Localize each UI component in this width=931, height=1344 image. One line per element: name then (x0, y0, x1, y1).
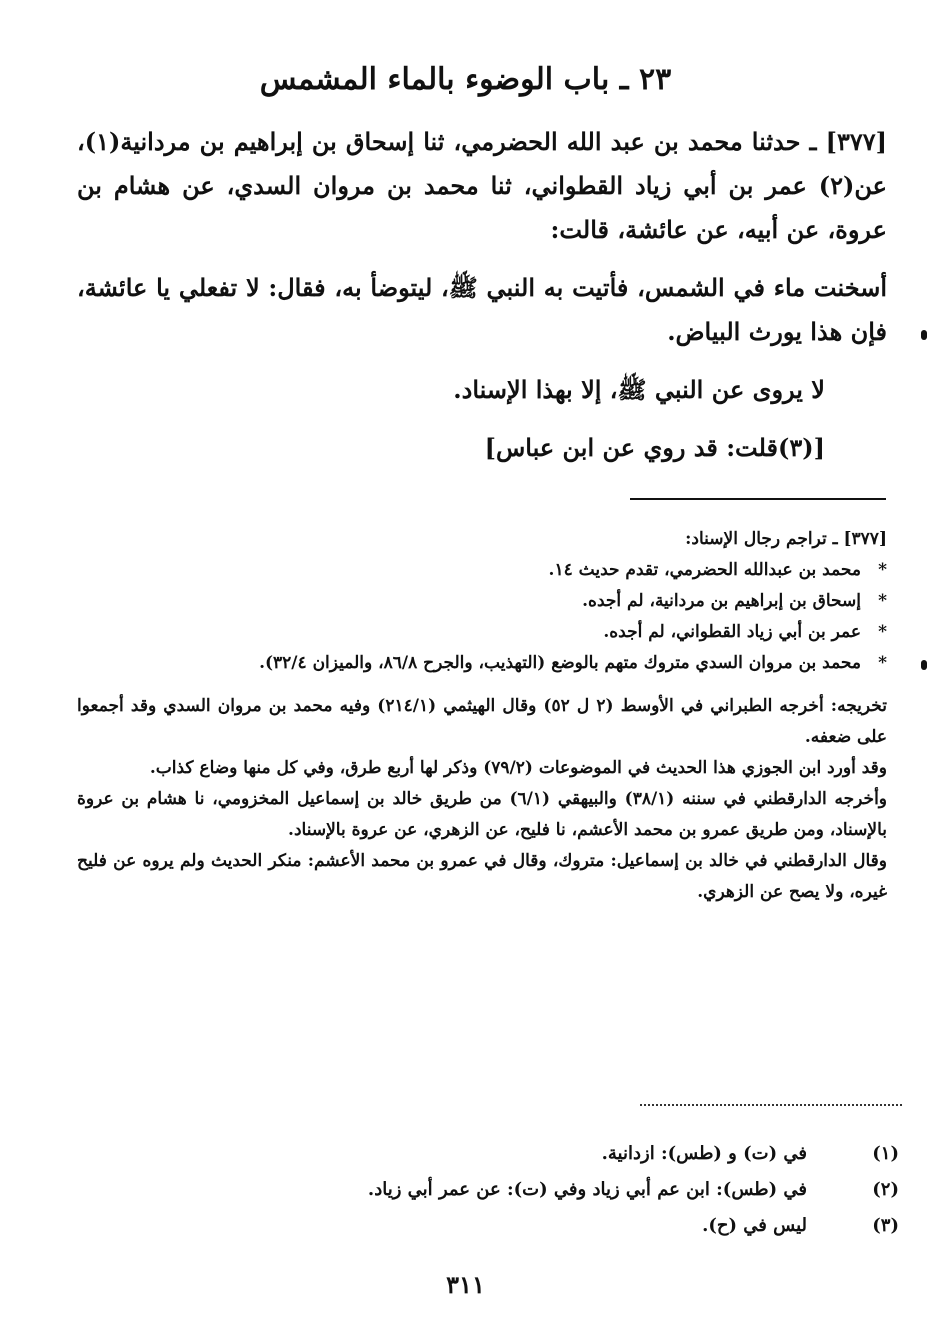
footnote-text: ليس في (ح). (702, 1215, 807, 1236)
notes-separator (630, 498, 886, 500)
narrator-text: إسحاق بن إبراهيم بن مردانية، لم أجده. (582, 591, 861, 611)
daraqutni-verdict-paragraph: وقال الدارقطني في خالد بن إسماعيل: متروك، وقال في عمرو بن محمد الأعشم: منكر الحديث ولم يروه عن فليح غيره، ولا يصح عن الزهري. (77, 851, 887, 902)
footnote-number: (٢) (872, 1179, 899, 1200)
star-bullet-icon: * (878, 591, 887, 611)
narrator-item (77, 617, 887, 648)
commentary-notes (77, 524, 887, 908)
star-bullet-icon: * (878, 622, 887, 642)
narrator-item (77, 586, 887, 617)
narrator-item (77, 555, 887, 586)
footnote-item (339, 1172, 899, 1208)
footnote-number: (٣) (872, 1215, 899, 1236)
hadith-text (77, 120, 887, 470)
isnad-paragraph: [٣٧٧] ـ حدثنا محمد بن عبد الله الحضرمي، ثنا إسحاق بن إبراهيم بن مردانية(١)، عن(٢) عمر بن أبي زياد القطواني، ثنا محمد بن مروان السدي، عن هشام بن عروة، عن أبيه، عن عائشة، قالت: (77, 127, 887, 244)
tabarani-comment: لا يروى عن النبي ﷺ، إلا بهذا الإسناد. (453, 375, 825, 404)
footnote-text: في (ت) و (طس): ازدانية. (601, 1143, 807, 1164)
notes-heading: [٣٧٧] ـ تراجم رجال الإسناد: (685, 529, 887, 549)
footnote-item (339, 1208, 899, 1244)
chapter-title: ٢٣ ـ باب الوضوء بالماء المشمس (259, 62, 672, 97)
narrator-text: محمد بن عبدالله الحضرمي، تقدم حديث ١٤. (548, 560, 861, 580)
scan-edge-mark (921, 330, 927, 340)
editor-remark: [(٣)قلت: قد روي عن ابن عباس] (484, 433, 825, 462)
footnote-separator (640, 1104, 902, 1106)
footnote-item (339, 1136, 899, 1172)
footnote-text: في (طس): ابن عم أبي زياد وفي (ت): عن عمر أبي زياد. (367, 1179, 807, 1200)
narrator-text: عمر بن أبي زياد القطواني، لم أجده. (603, 622, 861, 642)
takhrij-paragraph: تخريجه: أخرجه الطبراني في الأوسط (٢ ل ٥٢) وقال الهيثمي (٢١٤/١) وفيه محمد بن مروان السدي وقد أجمعوا على ضعفه. (77, 696, 887, 747)
footnotes (339, 1136, 899, 1244)
matn-paragraph: أسخنت ماء في الشمس، فأتيت به النبي ﷺ، ليتوضأ به، فقال: لا تفعلي يا عائشة، فإن هذا يورث البياض. (77, 273, 887, 346)
star-bullet-icon: * (878, 653, 887, 673)
narrator-text: محمد بن مروان السدي متروك متهم بالوضع (التهذيب، والجرح ٨٦/٨، والميزان ٣٢/٤). (259, 653, 861, 673)
narrator-item (77, 648, 887, 679)
daraqutni-paragraph: وأخرجه الدارقطني في سننه (٣٨/١) والبيهقي (٦/١) من طريق خالد بن إسماعيل المخزومي، نا هشام بن عروة بالإسناد، ومن طريق عمرو بن محمد الأعشم، نا فليح، عن الزهري، عن عروة بالإسناد. (77, 789, 887, 840)
star-bullet-icon: * (878, 560, 887, 580)
footnote-number: (١) (872, 1143, 899, 1164)
ibn-jawzi-paragraph: وقد أورد ابن الجوزي هذا الحديث في الموضوعات (٧٩/٢) وذكر لها أربع طرق، وفي كل منها وضاع كذاب. (149, 758, 887, 778)
page-number: ٣١١ (446, 1270, 485, 1299)
scan-edge-mark (921, 660, 927, 670)
